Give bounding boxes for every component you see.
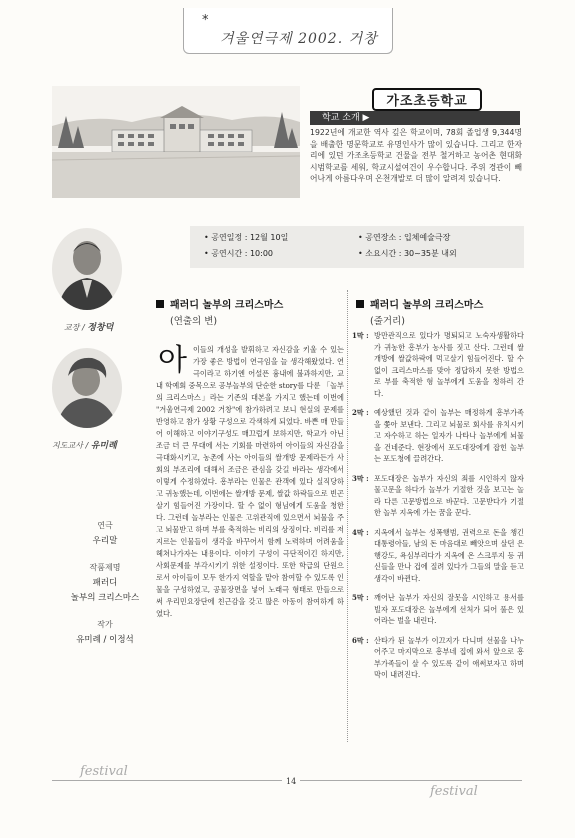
plot-act: 3막 : bbox=[352, 473, 369, 483]
plot-synopsis bbox=[352, 330, 524, 689]
intro-header: 학교 소개 ▶ bbox=[310, 111, 520, 125]
credit-work-line2: 놀부의 크리스마스 bbox=[70, 593, 140, 603]
plot-act: 6막 : bbox=[352, 635, 369, 645]
credit-group: 우리말 bbox=[92, 536, 118, 546]
asterisk-icon: * bbox=[202, 13, 209, 28]
principal-name: 정창덕 bbox=[87, 323, 114, 333]
performance-venue: • 공연장소 : 입체예술극장 bbox=[358, 233, 451, 242]
performance-time: • 공연시간 : 10:00 bbox=[204, 249, 274, 258]
right-section-title-text: 패러디 놀부의 크리스마스 bbox=[370, 300, 484, 311]
director-note-body: 이들의 개성을 발휘하고 자신감을 키울 수 있는 가장 좋은 방법이 연극임을 늘 생각해왔었다. 연극이라고 하기엔 어설픈 흉내에 불과하지만, 교내 학예회 중목으로 공부놀부의 단순한 story를 다룬 「놀부의 크리스마스」라는 기존의 대본을 가지고 했는데 이번에 "겨울연극제 2002 거창"에 참가하려고 보니 현실의 문제를 반영하고 참가 상황 구성으로 각색하게 되었다. 바쁜 매 만들어 이해하고 이야기구성도 매끄럽게 보하지만, 학교가 아닌 조금 더 큰 무대에 서는 기회를 마련하여 아이들의 자신감을 극대화시키고, 농촌에 사는 아이들의 쌀개방 문제라든가 사회의 부조리에 대해서 조금은 관심을 갖길 바라는 생각에서 이렇게 수정하였다. 흥부라는 인물은 관객에 있다 실직당하고 귀농했는데, 이번에는 쌀개방 문제, 쌀값 하락들으로 빈곤살기 힘들어진 가장이다. 할 수 없이 형님에게 도움을 청한다. 그런데 놀부라는 인물은 고위관직에 있으면서 뇌물을 주고 뇌물받고 하며 부를 축적하는 비리의 상징이다. 비리를 저지르는 인물들이 생각을 바꾸어서 함께 노력하며 어려움을 헤쳐나가자는 내용이다. 이야기 구성이 극단적이긴 하지만, 사회문제를 부각시키기 위한 설정이다. 또한 학급의 단원으로서 아이들이 모두 한가지 역할을 맡아 참여할 수 있도록 인물을 구성하였고, 공물장면을 넣어 노래극 형태로 만들으로써 우리민요장단에 친근감을 갖고 많은 아동이 참여하게 하였다. bbox=[156, 345, 344, 618]
credit-work-line1: 패러디 bbox=[92, 578, 118, 588]
dropcap: 아 bbox=[158, 343, 187, 378]
plot-text: 포도대장은 놀부가 자신의 죄를 시인하지 않자 물고문을 하다가 놀부가 기절한 것을 보고는 놀라 다른 고문방법으로 바꾼다. 고문받다가 기절한 놀부 지옥에 가는 꿈을 꾼다. bbox=[374, 473, 524, 517]
plot-text: 방만관직으로 있다가 명퇴되고 노숙자생활하다가 귀농한 흥부가 농사를 짓고 산다. 그런데 쌀개방에 쌀값하락에 먹고살기 힘들어진다. 할 수 없이 크리스마스를 맞아 정답하지 못한 방법으로 부를 축적한 형 놀부에게 도움을 청하러 간다. bbox=[374, 331, 524, 398]
plot-act: 1막 : bbox=[352, 331, 369, 340]
teacher-role: 지도교사 / bbox=[52, 441, 89, 450]
school-intro-text: 1922년에 개교한 역사 깊은 학교이며, 78회 졸업생 9,344명을 배출한 명문학교로 유명인사가 많이 있습니다. 그리고 한자리에 있던 가조초등학교 건물을 전부 철거하고 농어촌 현대화 시범학교를 세워, 학교시설여건이 우수합니다. 주위 경관이 빼어나게 아름다우며 온천개발로 더 많이 알려져 있습니다. bbox=[310, 128, 522, 183]
performance-info-box bbox=[190, 226, 524, 268]
plot-text: 산타가 된 놀부가 이끄지가 다니며 선물을 나누어주고 마지막으로 흥부네 집에 와서 앞으로 흥부가족들이 살 수 있도록 같이 애써보자고 하며 막이 내려진다. bbox=[374, 635, 524, 679]
plot-act: 2막 : bbox=[352, 408, 369, 417]
plot-item bbox=[352, 473, 524, 519]
right-section-title bbox=[356, 296, 483, 311]
header-tab bbox=[183, 8, 393, 54]
credit-author: 유미례 / 이정석 bbox=[76, 635, 134, 645]
plot-text: 지옥에서 놀부는 성폭행범, 권력으로 돈을 챙긴 대통령아들, 남의 돈 마음대로 빼앗으며 살던 은행강도, 욕심부리다가 지옥에 온 스크루지 등 귀신들을 만나 겁에 질려 있다가 그들의 말을 듣고 생각이 바뀐다. bbox=[374, 527, 524, 583]
plot-item bbox=[352, 527, 524, 585]
teacher-caption bbox=[52, 438, 117, 451]
teacher-name: 유미례 bbox=[90, 441, 117, 451]
plot-item bbox=[352, 592, 524, 627]
plot-item bbox=[352, 635, 524, 681]
teacher-photo bbox=[52, 348, 122, 428]
school-name-box bbox=[372, 88, 482, 111]
footer-festival-left: festival bbox=[80, 764, 128, 779]
page-number: 14 bbox=[282, 777, 300, 786]
principal-caption bbox=[64, 320, 113, 333]
square-bullet-icon bbox=[156, 300, 164, 308]
credit-author-label: 작가 bbox=[97, 620, 113, 629]
square-bullet-icon bbox=[356, 300, 364, 308]
school-photo bbox=[52, 86, 300, 198]
plot-text: 예상했던 것과 같이 놀부는 매정하게 흥부가족을 쫓아 보낸다. 그리고 뇌물로 회사를 유치시키고 자수하고 하는 일자가 나타나 놀부에게 뇌물을 건네준다. 현장에서 포도대장에게 잡힌 놀부는 포도청에 끌려간다. bbox=[374, 408, 524, 463]
footer-festival-right: festival bbox=[430, 784, 478, 799]
plot-act: 5막 : bbox=[352, 593, 369, 602]
performance-date: • 공연일정 : 12월 10일 bbox=[204, 233, 289, 242]
credits-block bbox=[40, 520, 170, 645]
plot-item bbox=[352, 330, 524, 399]
school-name: 가조초등학교 bbox=[386, 94, 468, 109]
credit-work-label: 작품제명 bbox=[89, 563, 121, 572]
credit-group-label: 연극 bbox=[97, 521, 113, 530]
performance-duration: • 소요시간 : 30~35분 내외 bbox=[358, 249, 457, 258]
left-section-title-text: 패러디 놀부의 크리스마스 bbox=[170, 300, 284, 311]
left-section-subtitle: (연출의 변) bbox=[170, 316, 218, 327]
principal-role: 교장 / bbox=[64, 323, 85, 332]
plot-act: 4막 : bbox=[352, 527, 369, 537]
plot-text: 깨어난 놀부가 자신의 잘못을 시인하고 용서를 빌자 포도대장은 놀부에게 선처가 되어 풀은 있어라는 벌을 내린다. bbox=[374, 593, 524, 625]
principal-photo bbox=[52, 228, 122, 310]
director-note bbox=[156, 344, 344, 620]
left-section-title bbox=[156, 296, 283, 311]
right-section-subtitle: (줄거리) bbox=[370, 316, 405, 327]
column-divider bbox=[347, 290, 348, 742]
plot-item bbox=[352, 407, 524, 465]
page-header-title: 겨울연극제 2002. 거창 bbox=[220, 31, 378, 47]
